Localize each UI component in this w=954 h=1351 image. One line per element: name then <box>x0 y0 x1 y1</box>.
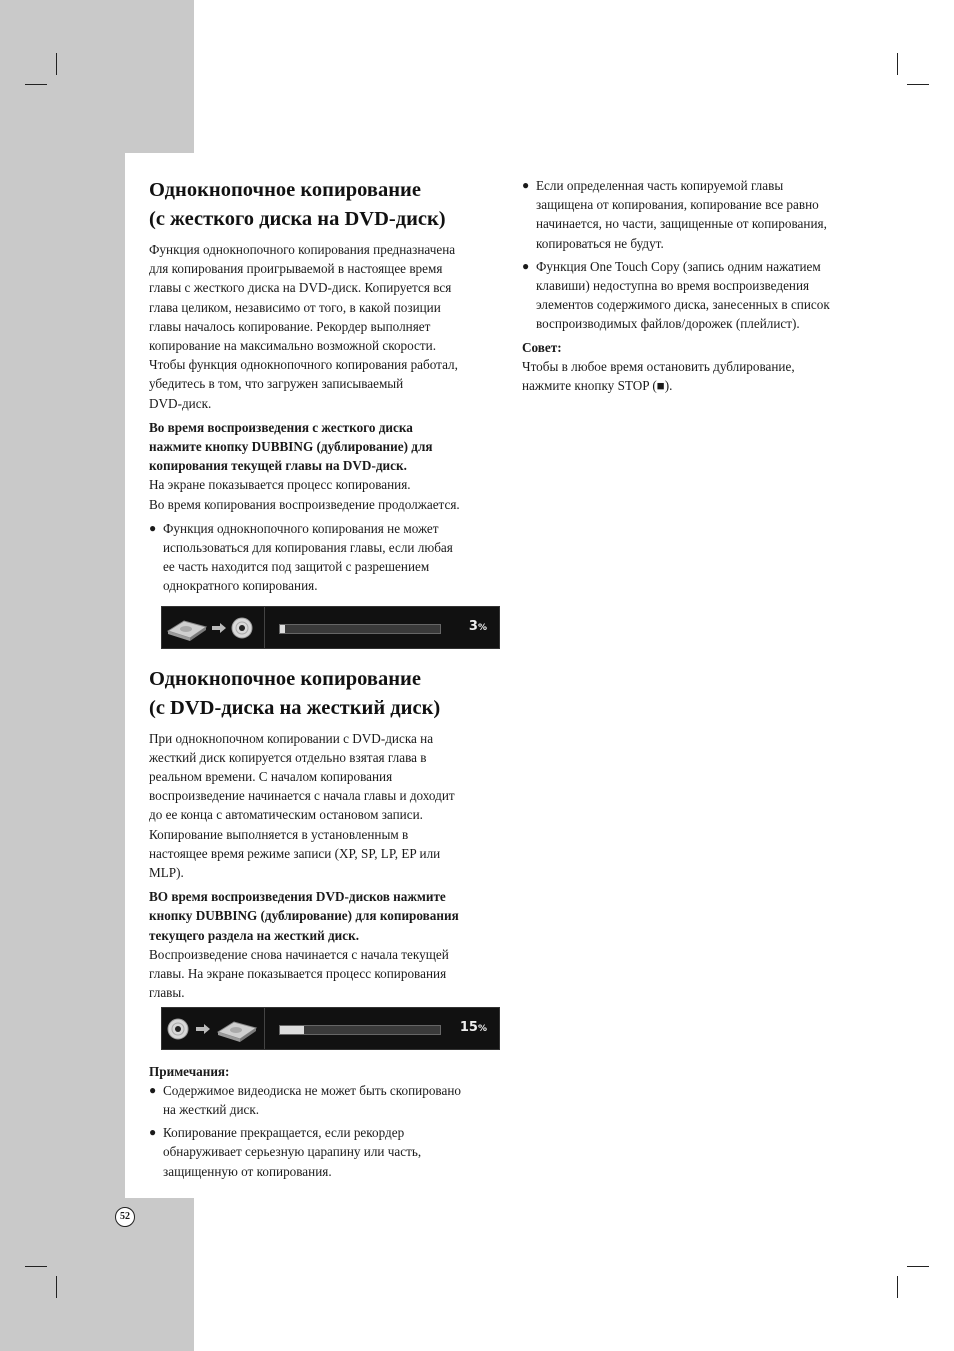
crop-mark <box>25 1266 47 1267</box>
osd-icons <box>162 1008 265 1049</box>
progress-bar <box>279 624 441 634</box>
right-bullets <box>522 176 870 334</box>
list-item: ● Функция однокнопочного копирования не может использоваться для копирования главы, если любая ее часть находится под защитой с разрешением однократного копирования. <box>149 520 453 594</box>
section2-instruction: ВО время воспроизведения DVD-дисков нажмите кнопку DUBBING (дублирование) для копирования текущего раздела на жесткий диск. Воспроизведение снова начинается с начала текущей главы. На экране показывается процесс копирования главы. <box>149 889 459 1001</box>
arrow-right-icon <box>212 623 226 633</box>
osd-icons <box>162 607 265 648</box>
copy-progress-osd-dvd-to-hdd <box>161 1007 500 1050</box>
notes-heading: Примечания: <box>149 1063 230 1079</box>
copy-progress-osd-hdd-to-dvd <box>161 606 500 649</box>
list-item: ● Копирование прекращается, если рекордер обнаруживает серьезную царапину или часть, защищенную от копирования. <box>149 1125 422 1179</box>
section2-title: Однокнопочное копирование (с DVD-диска на жесткий диск) <box>149 667 441 719</box>
bullet-icon: ● <box>149 1125 157 1140</box>
page-number: 52 <box>115 1207 135 1227</box>
hdd-icon <box>168 621 206 641</box>
section1-bullets <box>149 519 501 596</box>
section1-intro: Функция однокнопочного копирования предназначена для копирования проигрываемой в настоящее время главы с жесткого диска на DVD-диск. Копируется вся глава целиком, независимо от того, в какой позиции главы началось копирование. Рекордер выполняет копирование на максимально возможной скорости. Чтобы функция однокнопочного копирования работал, убедитесь в том, что загружен записываемый DVD-диск. <box>149 242 458 411</box>
tip-text: Чтобы в любое время остановить дублирование, нажмите кнопку STOP (■). <box>522 358 795 394</box>
bullet-icon: ● <box>149 520 157 535</box>
hdd-icon <box>218 1022 256 1042</box>
crop-mark <box>907 1266 929 1267</box>
bullet-icon: ● <box>522 258 530 273</box>
progress-bar <box>279 1025 441 1035</box>
bullet-icon: ● <box>522 178 530 192</box>
list-item: ● Если определенная часть копируемой главы защищена от копирования, копирование все равно начинается, но части, защищенные от копирования, копироваться не будут. <box>522 178 827 251</box>
section2-intro: При однокнопочном копировании с DVD-диска на жесткий диск копируется отдельно взятая глава в реальном времени. С началом копирования воспроизведение начинается с начала главы и доходит до ее конца с автоматическим остановом записи. Копирование выполняется в установленным в настоящее время режиме записи (XP, SP, LP, EP или MLP). <box>149 730 455 881</box>
left-column <box>149 176 501 1185</box>
section1-instruction: Во время воспроизведения с жесткого диска нажмите кнопку DUBBING (дублирование) для копирования текущей главы на DVD-диск. На экране показывается процесс копирования. Во время копирования воспроизведение продолжается. <box>149 419 460 512</box>
crop-mark <box>907 84 929 85</box>
progress-percent: 15% <box>459 1019 487 1035</box>
section1-title: Однокнопочное копирование (с жесткого диска на DVD-диск) <box>149 179 446 230</box>
crop-mark <box>897 53 898 75</box>
list-item: ● Функция One Touch Copy (запись одним нажатием клавиши) недоступна во время воспроизведения элементов содержимого диска, занесенных в список воспроизводимых файлов/дорожек (плейлист). <box>522 258 830 332</box>
list-item: ● Содержимое видеодиска не может быть скопировано на жесткий диск. <box>149 1082 461 1117</box>
crop-mark <box>56 1276 57 1298</box>
crop-mark <box>897 1276 898 1298</box>
crop-mark <box>25 84 47 85</box>
progress-percent: 3% <box>468 618 487 634</box>
dvd-disc-icon <box>168 1019 188 1039</box>
progress-bar-fill <box>280 625 285 633</box>
bullet-icon: ● <box>149 1082 157 1097</box>
dvd-disc-icon <box>232 618 252 638</box>
arrow-right-icon <box>196 1024 210 1034</box>
notes-list <box>149 1081 501 1181</box>
progress-bar-fill <box>280 1026 304 1034</box>
right-column <box>522 176 870 395</box>
crop-mark <box>56 53 57 75</box>
tip-heading: Совет: <box>522 339 562 355</box>
